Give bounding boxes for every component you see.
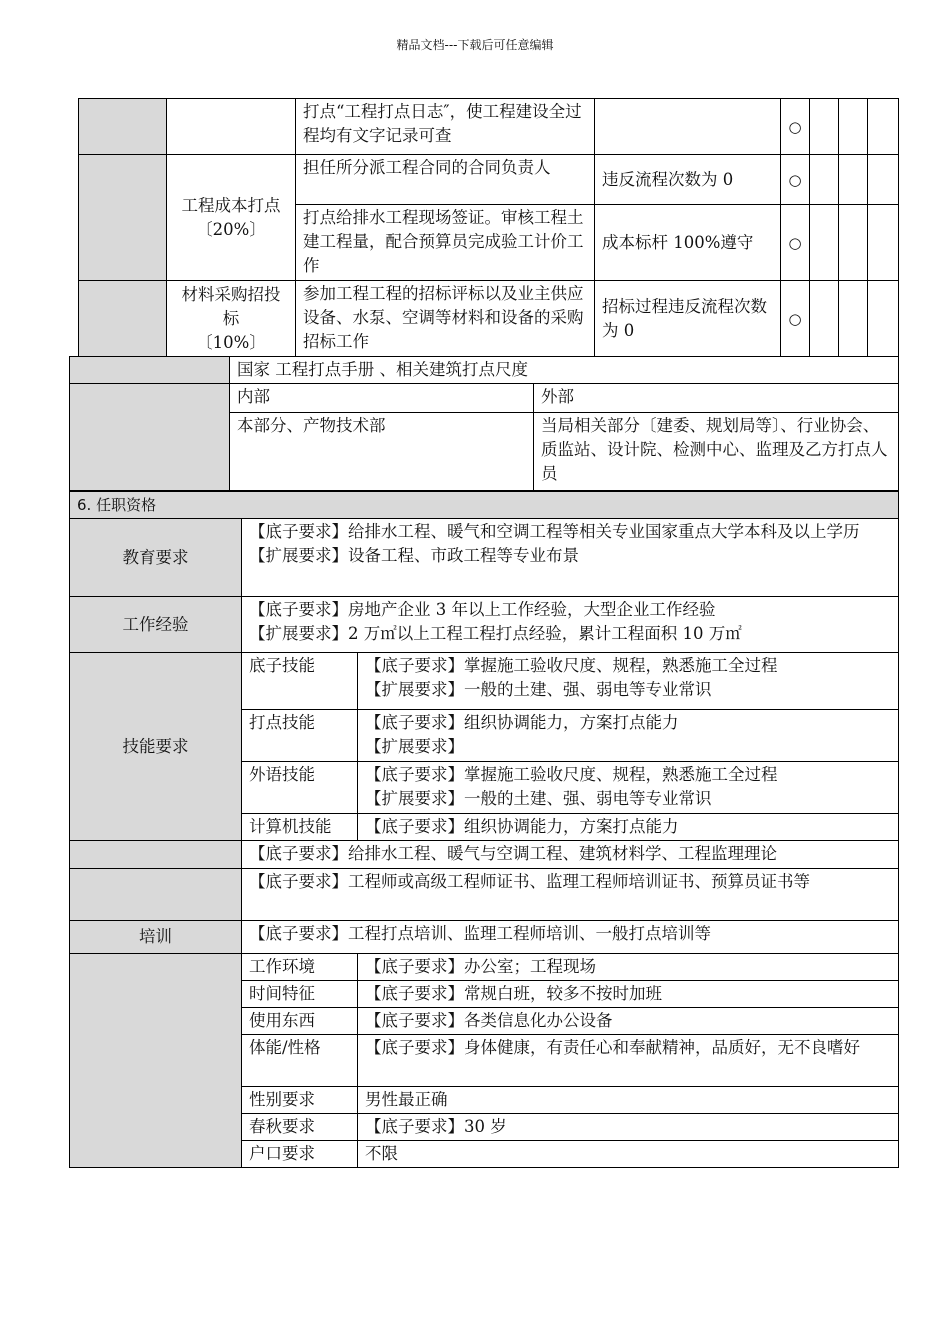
row-blank: [79, 99, 167, 155]
education-line: 【底子要求】给排水工程、暖气和空调工程等相关专业国家重点大学本科及以上学历: [249, 522, 860, 541]
table-row: [70, 653, 899, 710]
skills-label: 技能要求: [70, 653, 242, 841]
other-value: 【底子要求】各类信息化办公设备: [358, 1008, 899, 1035]
skill-line: 【底子要求】组织协调能力，方案打点能力: [365, 713, 679, 732]
other-value: 不限: [358, 1141, 899, 1168]
education-label: 教育要求: [70, 519, 242, 597]
section-title: 6. 任职资格: [70, 492, 899, 519]
table-row: [70, 841, 899, 869]
skill-line: 【底子要求】掌握施工验收尺度、规程，熟悉施工全过程: [365, 656, 778, 675]
education-line: 【扩展要求】设备工程、市政工程等专业布景: [249, 546, 579, 565]
kpi-cell: 违反流程次数为 0: [595, 155, 781, 205]
mark-cell: ○: [781, 99, 810, 155]
other-name: 时间特征: [242, 981, 358, 1008]
other-value: 【底子要求】身体健康，有责任心和奉献精神，品质好，无不良嗜好: [358, 1035, 899, 1087]
relations-table: [69, 356, 899, 491]
table-row: [70, 357, 899, 384]
other-value: 【底子要求】30 岁: [358, 1114, 899, 1141]
certificate-value: 【底子要求】工程师或高级工程师证书、监理工程师培训证书、预算员证书等: [242, 869, 899, 921]
mark-cell: ○: [781, 155, 810, 205]
external-label: 外部: [534, 384, 899, 413]
row-blank: [79, 155, 167, 281]
experience-value: [242, 597, 899, 653]
skill-value: [358, 710, 899, 762]
mark-cell: ○: [781, 205, 810, 281]
skill-line: 【扩展要求】一般的土建、强、弱电等专业常识: [365, 789, 712, 808]
training-value: 【底子要求】工程打点培训、监理工程师培训、一般打点培训等: [242, 921, 899, 954]
mark-cell: ○: [781, 281, 810, 357]
row-blank: [79, 281, 167, 357]
skill-line: 【扩展要求】一般的土建、强、弱电等专业常识: [365, 680, 712, 699]
other-value: 男性最正确: [358, 1087, 899, 1114]
skill-name: 打点技能: [242, 710, 358, 762]
other-name: 性别要求: [242, 1087, 358, 1114]
internal-label: 内部: [230, 384, 534, 413]
experience-line: 【底子要求】房地产企业 3 年以上工作经验，大型企业工作经验: [249, 600, 716, 619]
skill-value: [358, 653, 899, 710]
other-name: 户口要求: [242, 1141, 358, 1168]
desc-cell: 担任所分派工程合同的合同负责人: [296, 155, 595, 205]
table-row: [70, 921, 899, 954]
table-row: [70, 384, 899, 413]
other-name: 体能/性格: [242, 1035, 358, 1087]
desc-cell: 打点给排水工程现场签证。审核工程土建工程量，配合预算员完成验工计价工作: [296, 205, 595, 281]
certificate-label-blank: [70, 869, 242, 921]
table-row: [79, 281, 899, 357]
responsibility-table: [78, 98, 899, 357]
external-value: 当局相关部分〔建委、规划局等〕、行业协会、质监站、设计院、检测中心、监理及乙方打点人员: [534, 413, 899, 491]
knowledge-value: 【底子要求】给排水工程、暖气与空调工程、建筑材料学、工程监理理论: [242, 841, 899, 869]
category-cell: [167, 99, 296, 155]
skill-value: [358, 762, 899, 814]
skill-name: 底子技能: [242, 653, 358, 710]
basis-cell: 国家 工程打点手册 、相关建筑打点尺度: [230, 357, 899, 384]
other-name: 春秋要求: [242, 1114, 358, 1141]
education-value: [242, 519, 899, 597]
skill-name: 外语技能: [242, 762, 358, 814]
other-name: 工作环境: [242, 954, 358, 981]
table-row: [70, 869, 899, 921]
other-label-blank: [70, 954, 242, 1168]
page-header: 精品文档---下载后可任意编辑: [396, 38, 554, 52]
experience-line: 【扩展要求】2 万㎡以上工程工程打点经验，累计工程面积 10 万㎡: [249, 624, 742, 643]
other-name: 使用东西: [242, 1008, 358, 1035]
table-row: [79, 99, 899, 155]
experience-label: 工作经验: [70, 597, 242, 653]
category-cell: 工程成本打点 〔20%〕: [167, 155, 296, 281]
skill-line: 【扩展要求】: [365, 737, 464, 756]
category-cell: 材料采购招投标 〔10%〕: [167, 281, 296, 357]
kpi-cell: 成本标杆 100%遵守: [595, 205, 781, 281]
kpi-cell: [595, 99, 781, 155]
skill-value: 【底子要求】组织协调能力，方案打点能力: [358, 814, 899, 841]
desc-cell: 参加工程工程的招标评标以及业主供应设备、水泵、空调等材料和设备的采购招标工作: [296, 281, 595, 357]
desc-cell: 打点“工程打点日志″，使工程建设全过程均有文字记录可查: [296, 99, 595, 155]
table-row: [70, 954, 899, 981]
skill-line: 【底子要求】掌握施工验收尺度、规程，熟悉施工全过程: [365, 765, 778, 784]
other-value: 【底子要求】常规白班，较多不按时加班: [358, 981, 899, 1008]
qualification-table: [69, 491, 899, 1168]
table-row: [70, 492, 899, 519]
table-row: [70, 597, 899, 653]
internal-value: 本部分、产物技术部: [230, 413, 534, 491]
skill-name: 计算机技能: [242, 814, 358, 841]
table-row: [70, 519, 899, 597]
table-row: [79, 155, 899, 205]
training-label: 培训: [70, 921, 242, 954]
row-label-blank: [70, 357, 230, 384]
kpi-cell: 招标过程违反流程次数为 0: [595, 281, 781, 357]
row-label-blank: [70, 384, 230, 491]
knowledge-label-blank: [70, 841, 242, 869]
other-value: 【底子要求】办公室；工程现场: [358, 954, 899, 981]
